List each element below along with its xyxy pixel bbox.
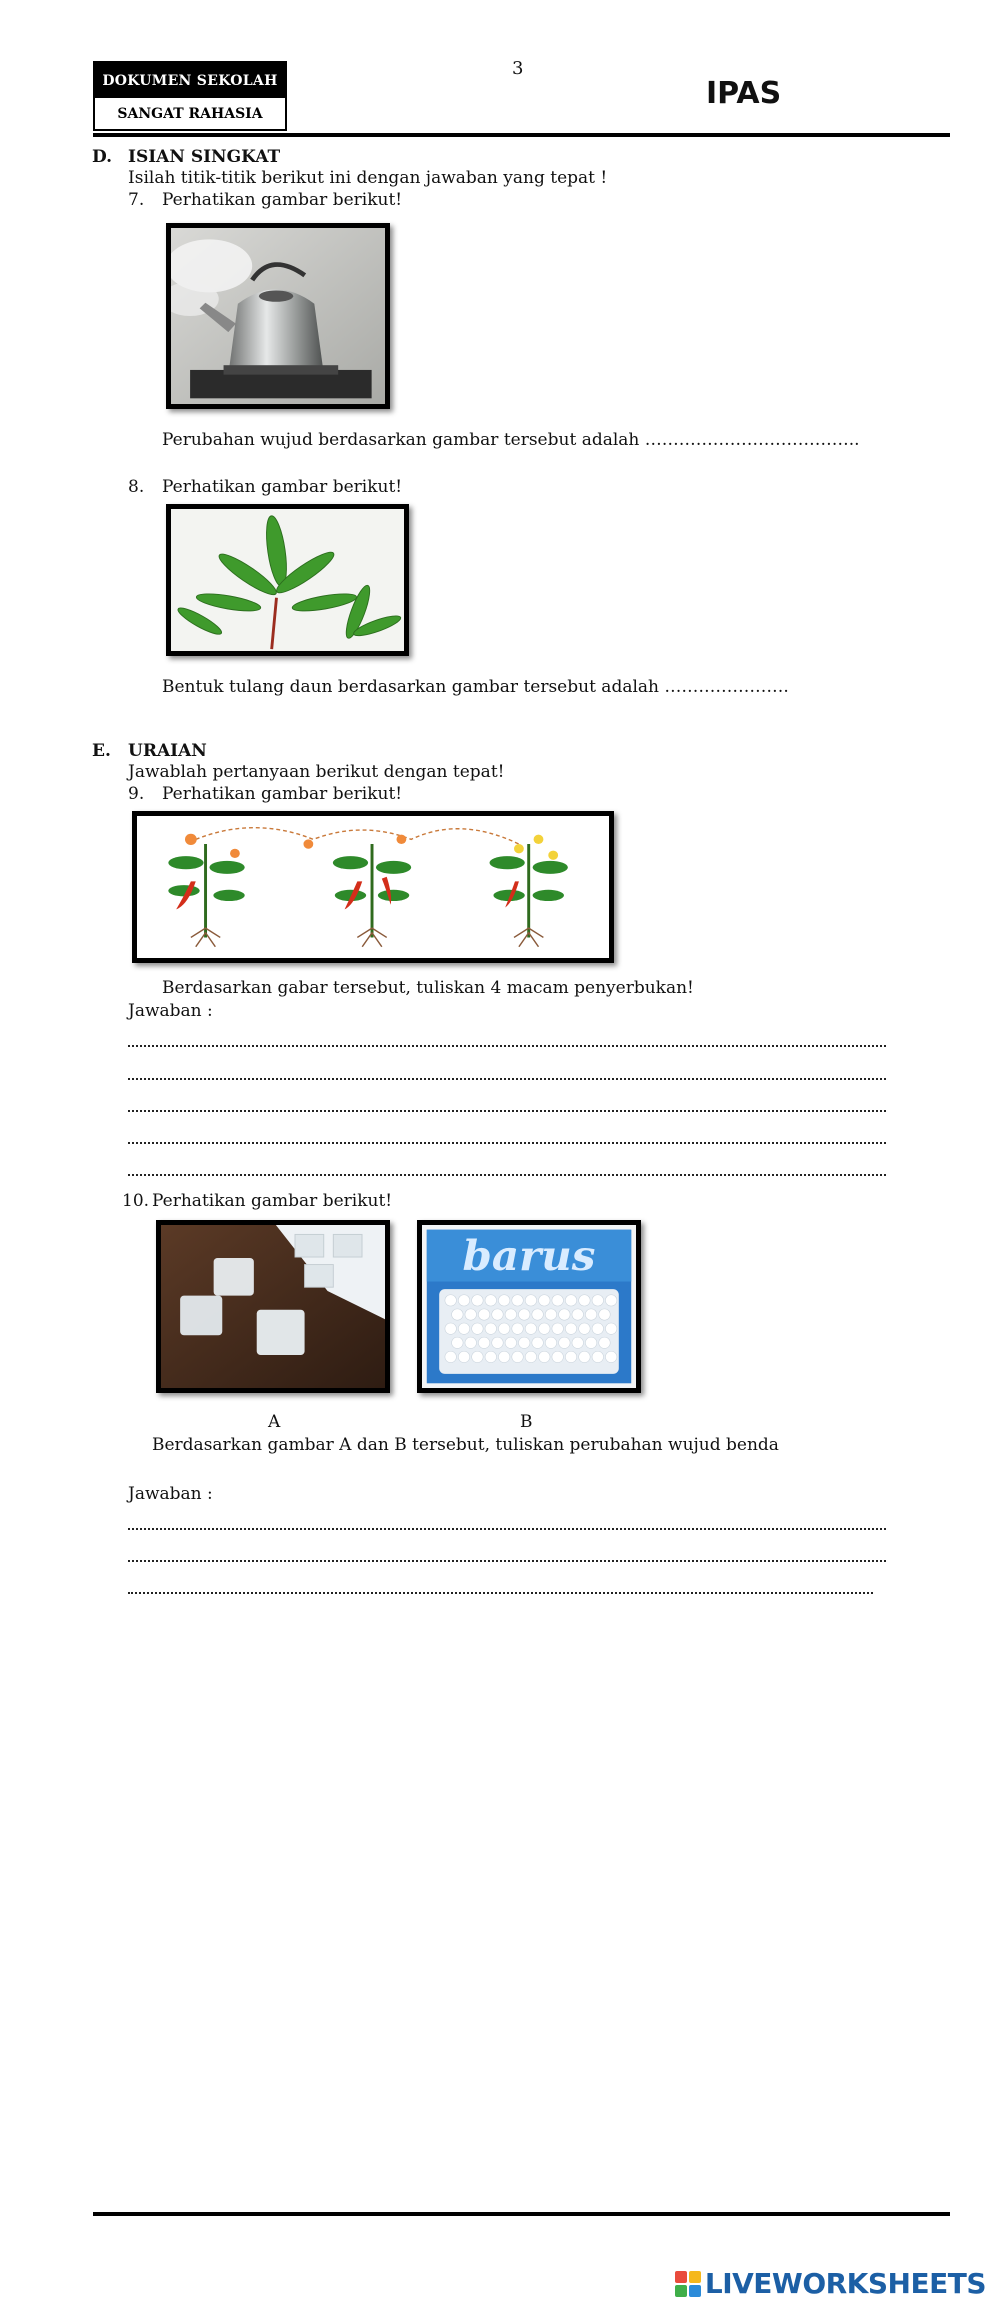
section-d-title: ISIAN SINGKAT xyxy=(128,147,281,167)
mothballs-image xyxy=(417,1220,641,1393)
q10-answer-line-3[interactable] xyxy=(128,1592,873,1594)
pollination-image xyxy=(132,811,614,963)
subject-title: IPAS xyxy=(706,76,782,111)
document-label-bottom: SANGAT RAHASIA xyxy=(117,105,263,122)
q7-prompt: Perhatikan gambar berikut! xyxy=(162,190,403,210)
page-number: 3 xyxy=(512,58,524,79)
section-e-title: URAIAN xyxy=(128,741,207,761)
palmate-leaf-image xyxy=(166,504,409,656)
q8-number: 8. xyxy=(128,477,145,497)
q9-answer-line-2[interactable] xyxy=(128,1078,886,1080)
q9-answer-line-5[interactable] xyxy=(128,1174,886,1176)
section-e-letter: E. xyxy=(92,741,111,761)
q9-number: 9. xyxy=(128,784,145,804)
ice-cubes-image xyxy=(156,1220,390,1393)
section-d-letter: D. xyxy=(92,147,113,167)
q9-answer-line-4[interactable] xyxy=(128,1142,886,1144)
document-label-box xyxy=(93,61,287,131)
q9-answer-label: Jawaban : xyxy=(128,1001,213,1021)
q9-statement: Berdasarkan gabar tersebut, tuliskan 4 macam penyerbukan! xyxy=(162,978,694,998)
q10-statement: Berdasarkan gambar A dan B tersebut, tuliskan perubahan wujud benda xyxy=(152,1435,779,1455)
q10-prompt: Perhatikan gambar berikut! xyxy=(152,1191,393,1211)
image-a-label: A xyxy=(268,1412,281,1432)
q7-number: 7. xyxy=(128,190,145,210)
liveworksheets-logo-icon xyxy=(675,2271,701,2297)
q7-statement: Perubahan wujud berdasarkan gambar tersebut adalah ……………………………….. xyxy=(162,430,860,450)
header-rule xyxy=(93,133,950,137)
q8-prompt: Perhatikan gambar berikut! xyxy=(162,477,403,497)
barus-brand-text: barus xyxy=(462,1231,596,1281)
q9-prompt: Perhatikan gambar berikut! xyxy=(162,784,403,804)
liveworksheets-logo-text: LIVEWORKSHEETS xyxy=(704,2267,986,2300)
section-e-instruction: Jawablah pertanyaan berikut dengan tepat! xyxy=(128,762,505,782)
q10-answer-label: Jawaban : xyxy=(128,1484,213,1504)
liveworksheets-logo[interactable] xyxy=(675,2267,986,2300)
q10-answer-line-1[interactable] xyxy=(128,1528,886,1530)
image-b-label: B xyxy=(520,1412,533,1432)
q9-answer-line-3[interactable] xyxy=(128,1110,886,1112)
kettle-image xyxy=(166,223,390,409)
q10-answer-line-2[interactable] xyxy=(128,1560,886,1562)
footer-rule xyxy=(93,2212,950,2216)
q8-statement: Bentuk tulang daun berdasarkan gambar tersebut adalah …………………. xyxy=(162,677,789,697)
section-d-instruction: Isilah titik-titik berikut ini dengan jawaban yang tepat ! xyxy=(128,168,608,188)
q10-number: 10. xyxy=(122,1191,150,1211)
q9-answer-line-1[interactable] xyxy=(128,1045,886,1047)
document-label-top: DOKUMEN SEKOLAH xyxy=(95,63,285,98)
